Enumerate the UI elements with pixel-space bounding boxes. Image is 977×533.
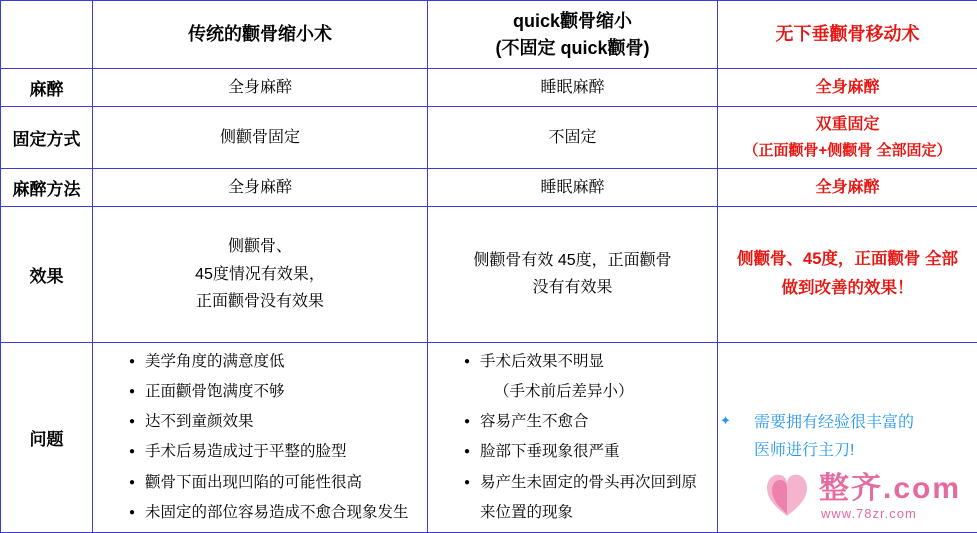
cell-problem-nosag (718, 342, 977, 532)
header-quick (428, 1, 718, 69)
header-quick-line1: quick颧骨缩小 (434, 8, 711, 34)
cell-effect-traditional (93, 206, 428, 342)
diamond-icon: ✦ (720, 409, 731, 432)
table-row-problem (1, 342, 977, 532)
list-item: ● 未固定的部位容易造成不愈合现象发生 (129, 498, 417, 528)
effect-traditional-line1: 侧颧骨、 (99, 233, 421, 260)
cell-fixation-quick: 不固定 (428, 107, 718, 169)
cell-method-quick: 睡眠麻醉 (428, 168, 718, 206)
list-item (464, 347, 707, 407)
watermark-text: 整齐.com (819, 474, 961, 504)
cell-problem-traditional (93, 342, 428, 532)
list-item: ● 颧骨下面出现凹陷的可能性很高 (129, 468, 417, 498)
list-item: ● 易产生未固定的骨头再次回到原来位置的现象 (464, 468, 707, 528)
list-item-subtext: （手术前后差异小） (480, 377, 707, 407)
header-quick-line2: (不固定 quick颧骨) (434, 35, 711, 61)
cell-fixation-nosag (718, 107, 977, 169)
table-row-method (1, 168, 977, 206)
effect-nosag-line1: 侧颧骨、45度，正面颧骨 全部 (724, 245, 971, 274)
cell-anesthesia-nosag: 全身麻醉 (718, 69, 977, 107)
list-item: ● 脸部下垂现象很严重 (464, 437, 707, 467)
nosag-note-line1: 需要拥有经验很丰富的 (738, 409, 914, 438)
cell-fixation-nosag-line2: （正面颧骨+侧颧骨 全部固定） (724, 138, 971, 164)
row-label-fixation: 固定方式 (1, 107, 93, 169)
problem-list-quick (434, 347, 711, 528)
header-corner-cell (1, 1, 93, 69)
table-row-fixation (1, 107, 977, 169)
cell-fixation-traditional: 侧颧骨固定 (93, 107, 428, 169)
effect-quick-line1: 侧颧骨有效 45度，正面颧骨 (434, 247, 711, 274)
list-item: ● 美学角度的满意度低 (129, 347, 417, 377)
effect-traditional-line3: 正面颧骨没有效果 (99, 288, 421, 315)
cell-effect-quick (428, 206, 718, 342)
cell-fixation-nosag-line1: 双重固定 (724, 111, 971, 138)
cell-method-nosag: 全身麻醉 (718, 168, 977, 206)
table-row-effect (1, 206, 977, 342)
list-item: ● 容易产生不愈合 (464, 407, 707, 437)
watermark-subtext: www.78zr.com (821, 507, 917, 520)
effect-traditional-line2: 45度情况有效果， (99, 261, 421, 288)
cell-method-traditional: 全身麻醉 (93, 168, 428, 206)
table-row-anesthesia (1, 69, 977, 107)
header-nosag: 无下垂颧骨移动术 (718, 1, 977, 69)
table-header-row (1, 1, 977, 69)
nosag-note-line2: 医师进行主刀! (738, 437, 971, 466)
row-label-effect: 效果 (1, 206, 93, 342)
list-item-text: 手术后效果不明显 (480, 353, 604, 370)
list-item: ● 正面颧骨饱满度不够 (129, 377, 417, 407)
row-label-method: 麻醉方法 (1, 168, 93, 206)
row-label-problem: 问题 (1, 342, 93, 532)
row-label-anesthesia: 麻醉 (1, 69, 93, 107)
problem-list-traditional (99, 347, 421, 528)
list-item: ● 达不到童颜效果 (129, 407, 417, 437)
effect-quick-line2: 没有有效果 (434, 274, 711, 301)
cell-anesthesia-quick: 睡眠麻醉 (428, 69, 718, 107)
effect-nosag-line2: 做到改善的效果！ (724, 274, 971, 303)
list-item: ● 手术后易造成过于平整的脸型 (129, 437, 417, 467)
nosag-note (724, 409, 971, 467)
header-traditional: 传统的颧骨缩小术 (93, 1, 428, 69)
cell-problem-quick (428, 342, 718, 532)
cell-effect-nosag (718, 206, 977, 342)
cell-anesthesia-traditional: 全身麻醉 (93, 69, 428, 107)
